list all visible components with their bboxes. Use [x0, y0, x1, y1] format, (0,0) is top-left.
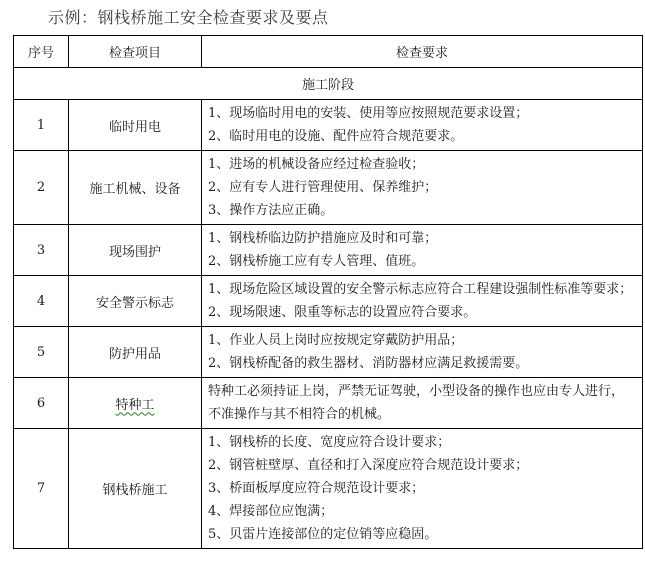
- header-no: 序号: [14, 36, 69, 68]
- row-requirements: [202, 151, 643, 225]
- requirement-line: 2、钢管桩壁厚、直径和打入深度应符合规范设计要求；: [208, 458, 529, 473]
- row-number: 2: [14, 151, 69, 225]
- row-number: 3: [14, 225, 69, 276]
- table-row: [14, 276, 643, 327]
- row-requirements: [202, 225, 643, 276]
- row-number: 7: [14, 429, 69, 549]
- requirement-line: 1、作业人员上岗时应按规定穿戴防护用品；: [208, 333, 464, 348]
- requirement-line: 2、临时用电的设施、配件应符合规范要求。: [208, 129, 464, 144]
- row-requirements: [202, 429, 643, 549]
- row-number: 5: [14, 327, 69, 378]
- inspection-table: [13, 35, 643, 549]
- row-requirements: [202, 276, 643, 327]
- row-number: 6: [14, 378, 69, 429]
- row-requirements: [202, 327, 643, 378]
- row-number: 4: [14, 276, 69, 327]
- table-header-row: [14, 36, 643, 68]
- requirement-line: 2、现场限速、限重等标志的设置应符合要求。: [208, 305, 477, 320]
- row-requirements: [202, 100, 643, 151]
- table-row: [14, 378, 643, 429]
- row-number: 1: [14, 100, 69, 151]
- row-item: 临时用电: [69, 100, 202, 151]
- row-item: 防护用品: [69, 327, 202, 378]
- header-item: 检查项目: [69, 36, 202, 68]
- table-row: [14, 151, 643, 225]
- row-item: 现场围护: [69, 225, 202, 276]
- requirement-line: 2、钢栈桥施工应有专人管理、值班。: [208, 254, 425, 269]
- requirement-line: 4、焊接部位应饱满；: [208, 504, 334, 519]
- requirement-line: 1、现场临时用电的安装、使用等应按照规范要求设置；: [208, 106, 529, 121]
- table-row: [14, 327, 643, 378]
- row-item: 钢栈桥施工: [69, 429, 202, 549]
- table-row: [14, 225, 643, 276]
- header-requirement: 检查要求: [202, 36, 643, 68]
- requirement-line: 2、钢栈桥配备的救生器材、消防器材应满足救援需要。: [208, 356, 529, 371]
- row-item: [69, 378, 202, 429]
- row-item: 施工机械、设备: [69, 151, 202, 225]
- table-row: [14, 429, 643, 549]
- requirement-line: 3、操作方法应正确。: [208, 203, 334, 218]
- requirement-line: 1、钢栈桥临边防护措施应及时和可靠；: [208, 231, 438, 246]
- table-row: [14, 100, 643, 151]
- requirement-line: 1、现场危险区域设置的安全警示标志应符合工程建设强制性标准等要求；: [208, 282, 633, 297]
- row-item-text: 特种工: [115, 397, 155, 413]
- requirement-line: 1、钢栈桥的长度、宽度应符合设计要求；: [208, 435, 451, 450]
- requirement-line: 1、进场的机械设备应经过检查验收；: [208, 157, 425, 172]
- document-caption: 示例：钢栈桥施工安全检查要求及要点: [48, 8, 329, 27]
- requirement-line: 5、贝雷片连接部位的定位销等应稳固。: [208, 527, 438, 542]
- row-item: 安全警示标志: [69, 276, 202, 327]
- row-requirements: [202, 378, 643, 429]
- requirement-line: 特种工必须持证上岗，严禁无证驾驶，小型设备的操作也应由专人进行，不准操作与其不相符合的机械。: [208, 384, 625, 422]
- phase-row: [14, 68, 643, 100]
- requirement-line: 2、应有专人进行管理使用、保养维护；: [208, 180, 438, 195]
- phase-label: 施工阶段: [14, 68, 643, 100]
- requirement-line: 3、桥面板厚度应符合规范设计要求；: [208, 481, 425, 496]
